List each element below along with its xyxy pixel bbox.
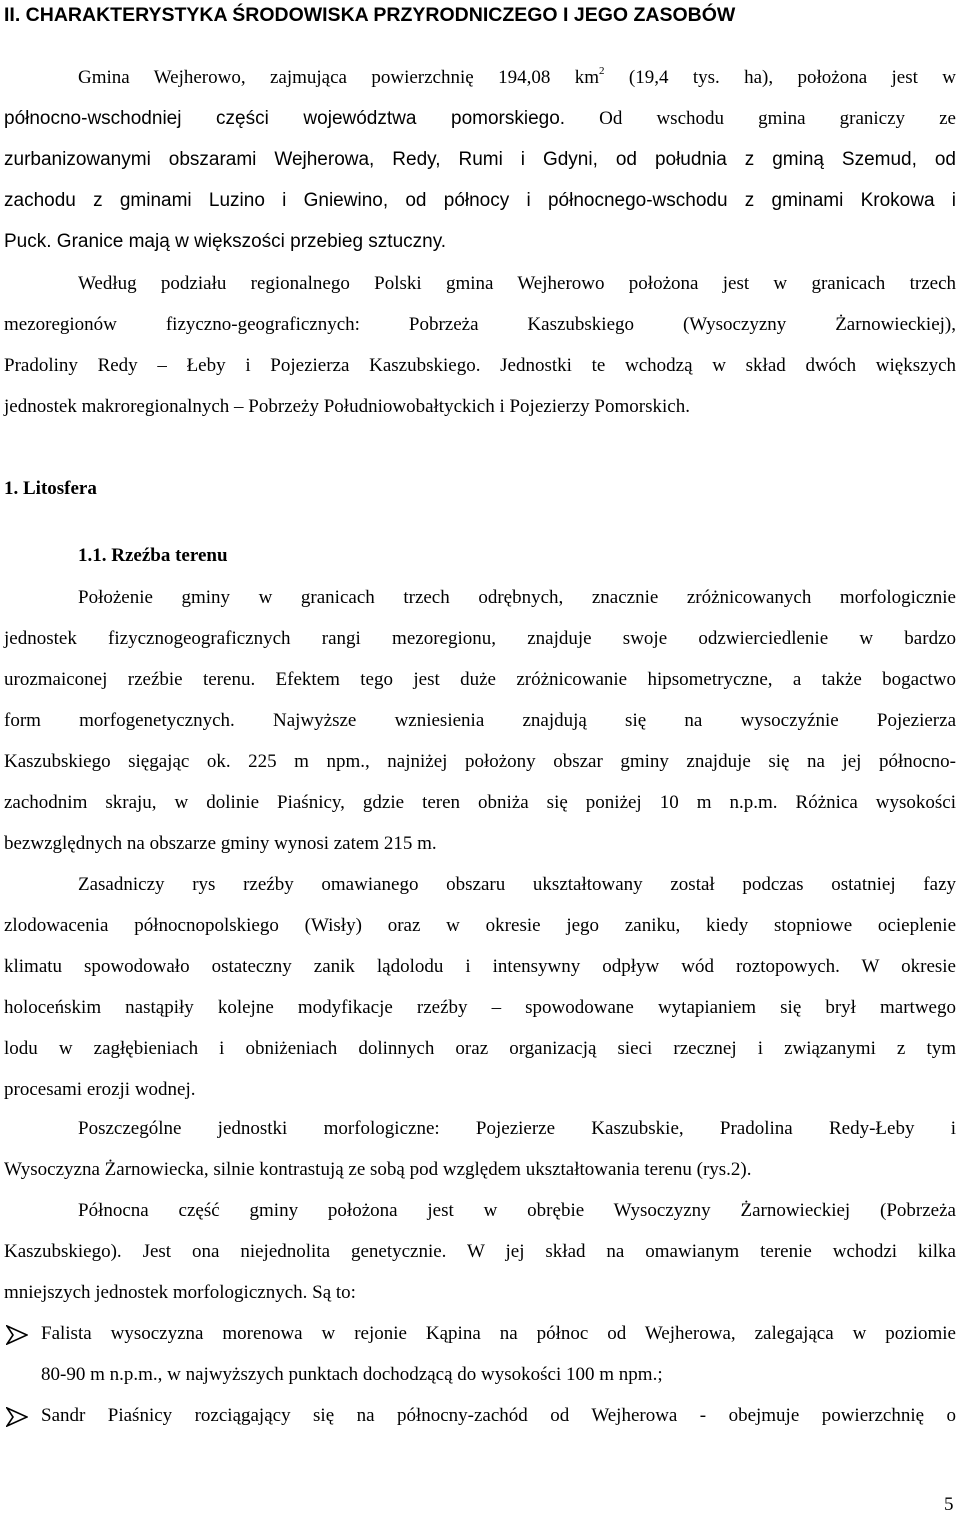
page-number: 5 xyxy=(944,1494,954,1515)
regions-line-4: jednostek makroregionalnych – Pobrzeży Południowobałtyckich i Pojezierzy Pomorskich. xyxy=(4,396,690,417)
intro-line-1-text: Gmina Wejherowo, zajmująca powierzchnię 194,08 km xyxy=(78,67,599,88)
p2-line-4: holoceńskim nastąpiły kolejne modyfikacje rzeźby – spowodowane wytapianiem się brył martwego xyxy=(4,997,956,1018)
p1-line-6: zachodnim skraju, w dolinie Piaśnicy, gdzie teren obniża się poniżej 10 m n.p.m. Różnica wysokości xyxy=(4,792,956,813)
p1-line-1: Położenie gminy w granicach trzech odrębnych, znacznie zróżnicowanych morfologicznie xyxy=(78,587,956,608)
subsection-heading-rzezba: 1.1. Rzeźba terenu xyxy=(78,545,228,566)
regions-line-1: Według podziału regionalnego Polski gmina Wejherowo położona jest w granicach trzech xyxy=(78,273,956,294)
intro-line-4: zachodu z gminami Luzino i Gniewino, od północy i północnego-wschodu z gminami Krokowa i xyxy=(4,190,956,211)
p1-line-2: jednostek fizycznogeograficznych rangi mezoregionu, znajduje swoje odzwierciedlenie w bardzo xyxy=(4,628,956,649)
p1-line-5: Kaszubskiego sięgając ok. 225 m npm., najniżej położony obszar gminy znajduje się na jej północno- xyxy=(4,751,956,772)
p1-line-4: form morfogenetycznych. Najwyższe wzniesienia znajdują się na wysoczyźnie Pojezierza xyxy=(4,710,956,731)
p2-line-5: lodu w zagłębieniach i obniżeniach dolinnych oraz organizacją sieci rzecznej i związanymi z tym xyxy=(4,1038,956,1059)
p2-line-3: klimatu spowodowało ostateczny zanik lądolodu i intensywny odpływ wód roztopowych. W okresie xyxy=(4,956,956,977)
chapter-heading: II. CHARAKTERYSTYKA ŚRODOWISKA PRZYRODNICZEGO I JEGO ZASOBÓW xyxy=(4,4,736,26)
intro-line-2-sans: północno-wschodniej części województwa pomorskiego. xyxy=(4,108,566,129)
bullet-1-line-2: 80-90 m n.p.m., w najwyższych punktach dochodzącą do wysokości 100 m npm.; xyxy=(41,1364,663,1385)
intro-line-2 xyxy=(4,107,956,131)
arrowhead-bullet-icon xyxy=(6,1407,28,1427)
bullet-1-line-1: Falista wysoczyzna morenowa w rejonie Kąpina na północ od Wejherowa, zalegająca w poziomie xyxy=(41,1323,956,1344)
p2-line-1: Zasadniczy rys rzeźby omawianego obszaru ukształtowany został podczas ostatniej fazy xyxy=(78,874,956,895)
section-heading-litosfera: 1. Litosfera xyxy=(4,478,97,499)
intro-line-3: zurbanizowanymi obszarami Wejherowa, Redy, Rumi i Gdyni, od południa z gminą Szemud, od xyxy=(4,149,956,170)
superscript-2: 2 xyxy=(598,65,605,77)
intro-line-5: Puck. Granice mają w większości przebieg sztuczny. xyxy=(4,231,447,252)
p4-line-1: Północna część gminy położona jest w obrębie Wysoczyzny Żarnowieckiej (Pobrzeża xyxy=(78,1200,956,1221)
intro-line-2-serif: Od wschodu gmina graniczy ze xyxy=(565,108,956,129)
p4-line-3: mniejszych jednostek morfologicznych. Są to: xyxy=(4,1282,356,1303)
intro-line-1 xyxy=(78,66,956,90)
p1-line-7: bezwzględnych na obszarze gminy wynosi zatem 215 m. xyxy=(4,833,437,854)
regions-line-3: Pradoliny Redy – Łeby i Pojezierza Kaszubskiego. Jednostki te wchodzą w skład dwóch większych xyxy=(4,355,956,376)
p2-line-6: procesami erozji wodnej. xyxy=(4,1079,196,1100)
p3-line-2: Wysoczyzna Żarnowiecka, silnie kontrastują ze sobą pod względem ukształtowania terenu (rys.2). xyxy=(4,1159,752,1180)
intro-line-1-rest: (19,4 tys. ha), położona jest w xyxy=(604,67,957,88)
p1-line-3: urozmaiconej rzeźbie terenu. Efektem tego jest duże zróżnicowanie hipsometryczne, a także bogactwo xyxy=(4,669,956,690)
p2-line-2: zlodowacenia północnopolskiego (Wisły) oraz w okresie jego zaniku, kiedy stopniowe ocieplenie xyxy=(4,915,956,936)
p4-line-2: Kaszubskiego). Jest ona niejednolita genetycznie. W jej skład na omawianym terenie wchodzi kilka xyxy=(4,1241,956,1262)
arrowhead-bullet-icon xyxy=(6,1325,28,1345)
p3-line-1: Poszczególne jednostki morfologiczne: Pojezierze Kaszubskie, Pradolina Redy-Łeby i xyxy=(78,1118,956,1139)
bullet-2-line-1: Sandr Piaśnicy rozciągający się na północny-zachód od Wejherowa - obejmuje powierzchnię o xyxy=(41,1405,956,1426)
regions-line-2: mezoregionów fizyczno-geograficznych: Pobrzeża Kaszubskiego (Wysoczyzny Żarnowieckiej), xyxy=(4,314,956,335)
